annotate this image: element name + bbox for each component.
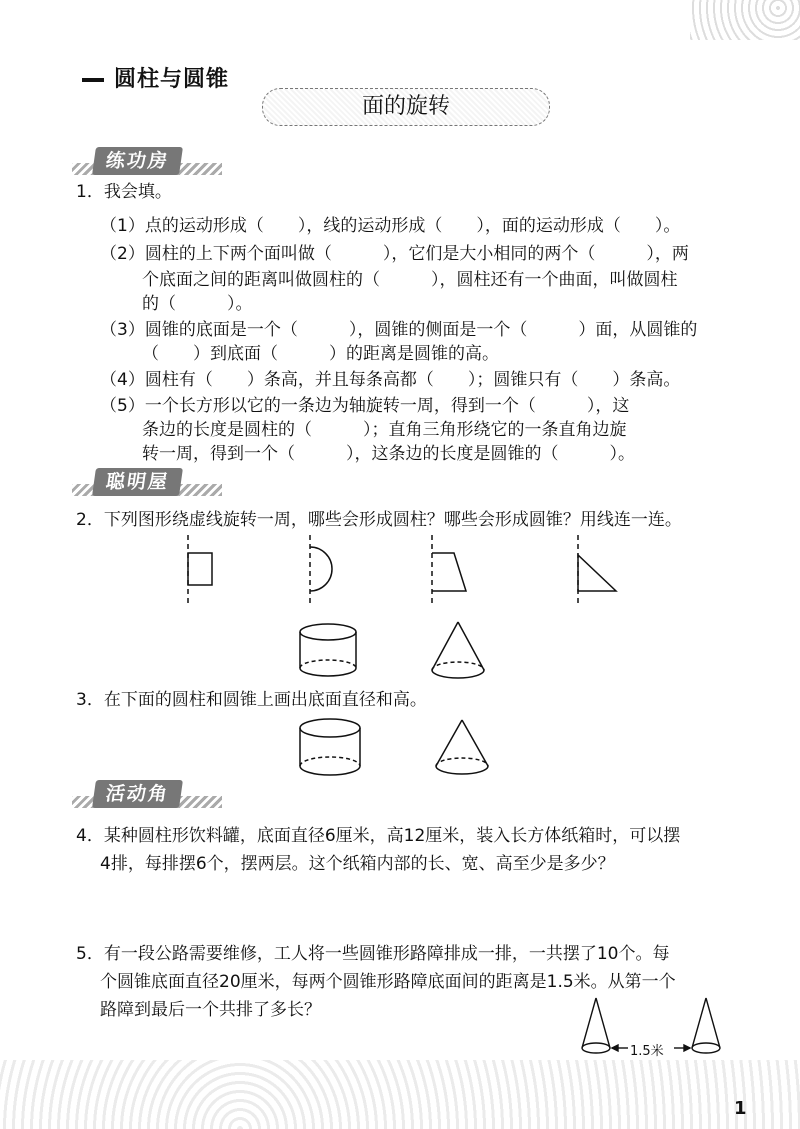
q4-line: 4排，每排摆6个，摆两层。这个纸箱内部的长、宽、高至少是多少？ — [100, 854, 615, 874]
q1-line: （3）圆锥的底面是一个（ ），圆锥的侧面是一个（ ）面，从圆锥的 — [100, 320, 698, 340]
q5-line: 路障到最后一个共排了多长？ — [100, 1000, 321, 1020]
distance-label: 1.5米 — [630, 1044, 664, 1059]
cylinder-solid — [300, 624, 356, 676]
cone-barrier — [692, 998, 720, 1053]
q1-line: 转一周，得到一个（ ），这条边的长度是圆锥的（ ）。 — [142, 444, 635, 464]
q5-line: 个圆锥底面直径20厘米，每两个圆锥形路障底面间的距离是1.5米。从第一个 — [100, 972, 676, 992]
cone-solid — [432, 622, 484, 678]
footer-decoration — [0, 1060, 800, 1129]
corner-decoration — [690, 0, 800, 40]
q1-line: （ ）到底面（ ）的距离是圆锥的高。 — [142, 344, 499, 364]
trapezoid-shape — [432, 553, 466, 591]
rotation-shapes — [170, 535, 640, 607]
cone-barrier — [582, 998, 610, 1053]
cone-solid — [436, 720, 488, 774]
section-activity: 活动角 — [72, 778, 222, 810]
section-practice: 练功房 — [72, 145, 222, 177]
q1-line: （2）圆柱的上下两个面叫做（ ），它们是大小相同的两个（ ），两 — [100, 244, 689, 264]
q3-text: 3．在下面的圆柱和圆锥上画出底面直径和高。 — [76, 690, 427, 710]
semicircle-shape — [310, 547, 332, 591]
rotation-solids — [296, 618, 496, 682]
rectangle-shape — [188, 553, 212, 585]
chapter-heading: 圆柱与圆锥 — [82, 62, 229, 93]
q5-line: 5．有一段公路需要维修，工人将一些圆锥形路障排成一排，一共摆了10个。每 — [76, 944, 670, 964]
q1-line: （1）点的运动形成（ ），线的运动形成（ ），面的运动形成（ ）。 — [100, 216, 681, 236]
section-smart: 聪明屋 — [72, 466, 222, 498]
draw-solids — [296, 714, 496, 780]
q1-line: （5）一个长方形以它的一条边为轴旋转一周，得到一个（ ），这 — [100, 396, 630, 416]
lesson-title: 面的旋转 — [262, 88, 550, 126]
q1-title: 1．我会填。 — [76, 182, 172, 202]
q1-line: （4）圆柱有（ ）条高，并且每条高都（ ）；圆锥只有（ ）条高。 — [100, 370, 681, 390]
q1-line: 个底面之间的距离叫做圆柱的（ ），圆柱还有一个曲面，叫做圆柱 — [142, 270, 678, 290]
q1-line: 条边的长度是圆柱的（ ）；直角三角形绕它的一条直角边旋 — [142, 420, 627, 440]
q1-line: 的（ ）。 — [142, 294, 253, 314]
triangle-shape — [578, 555, 616, 591]
q4-line: 4．某种圆柱形饮料罐，底面直径6厘米，高12厘米，装入长方体纸箱时，可以摆 — [76, 826, 681, 846]
page-number: 1 — [734, 1098, 747, 1119]
cylinder-solid — [300, 719, 360, 775]
q2-text: 2．下列图形绕虚线旋转一周，哪些会形成圆柱？哪些会形成圆锥？用线连一连。 — [76, 510, 682, 530]
